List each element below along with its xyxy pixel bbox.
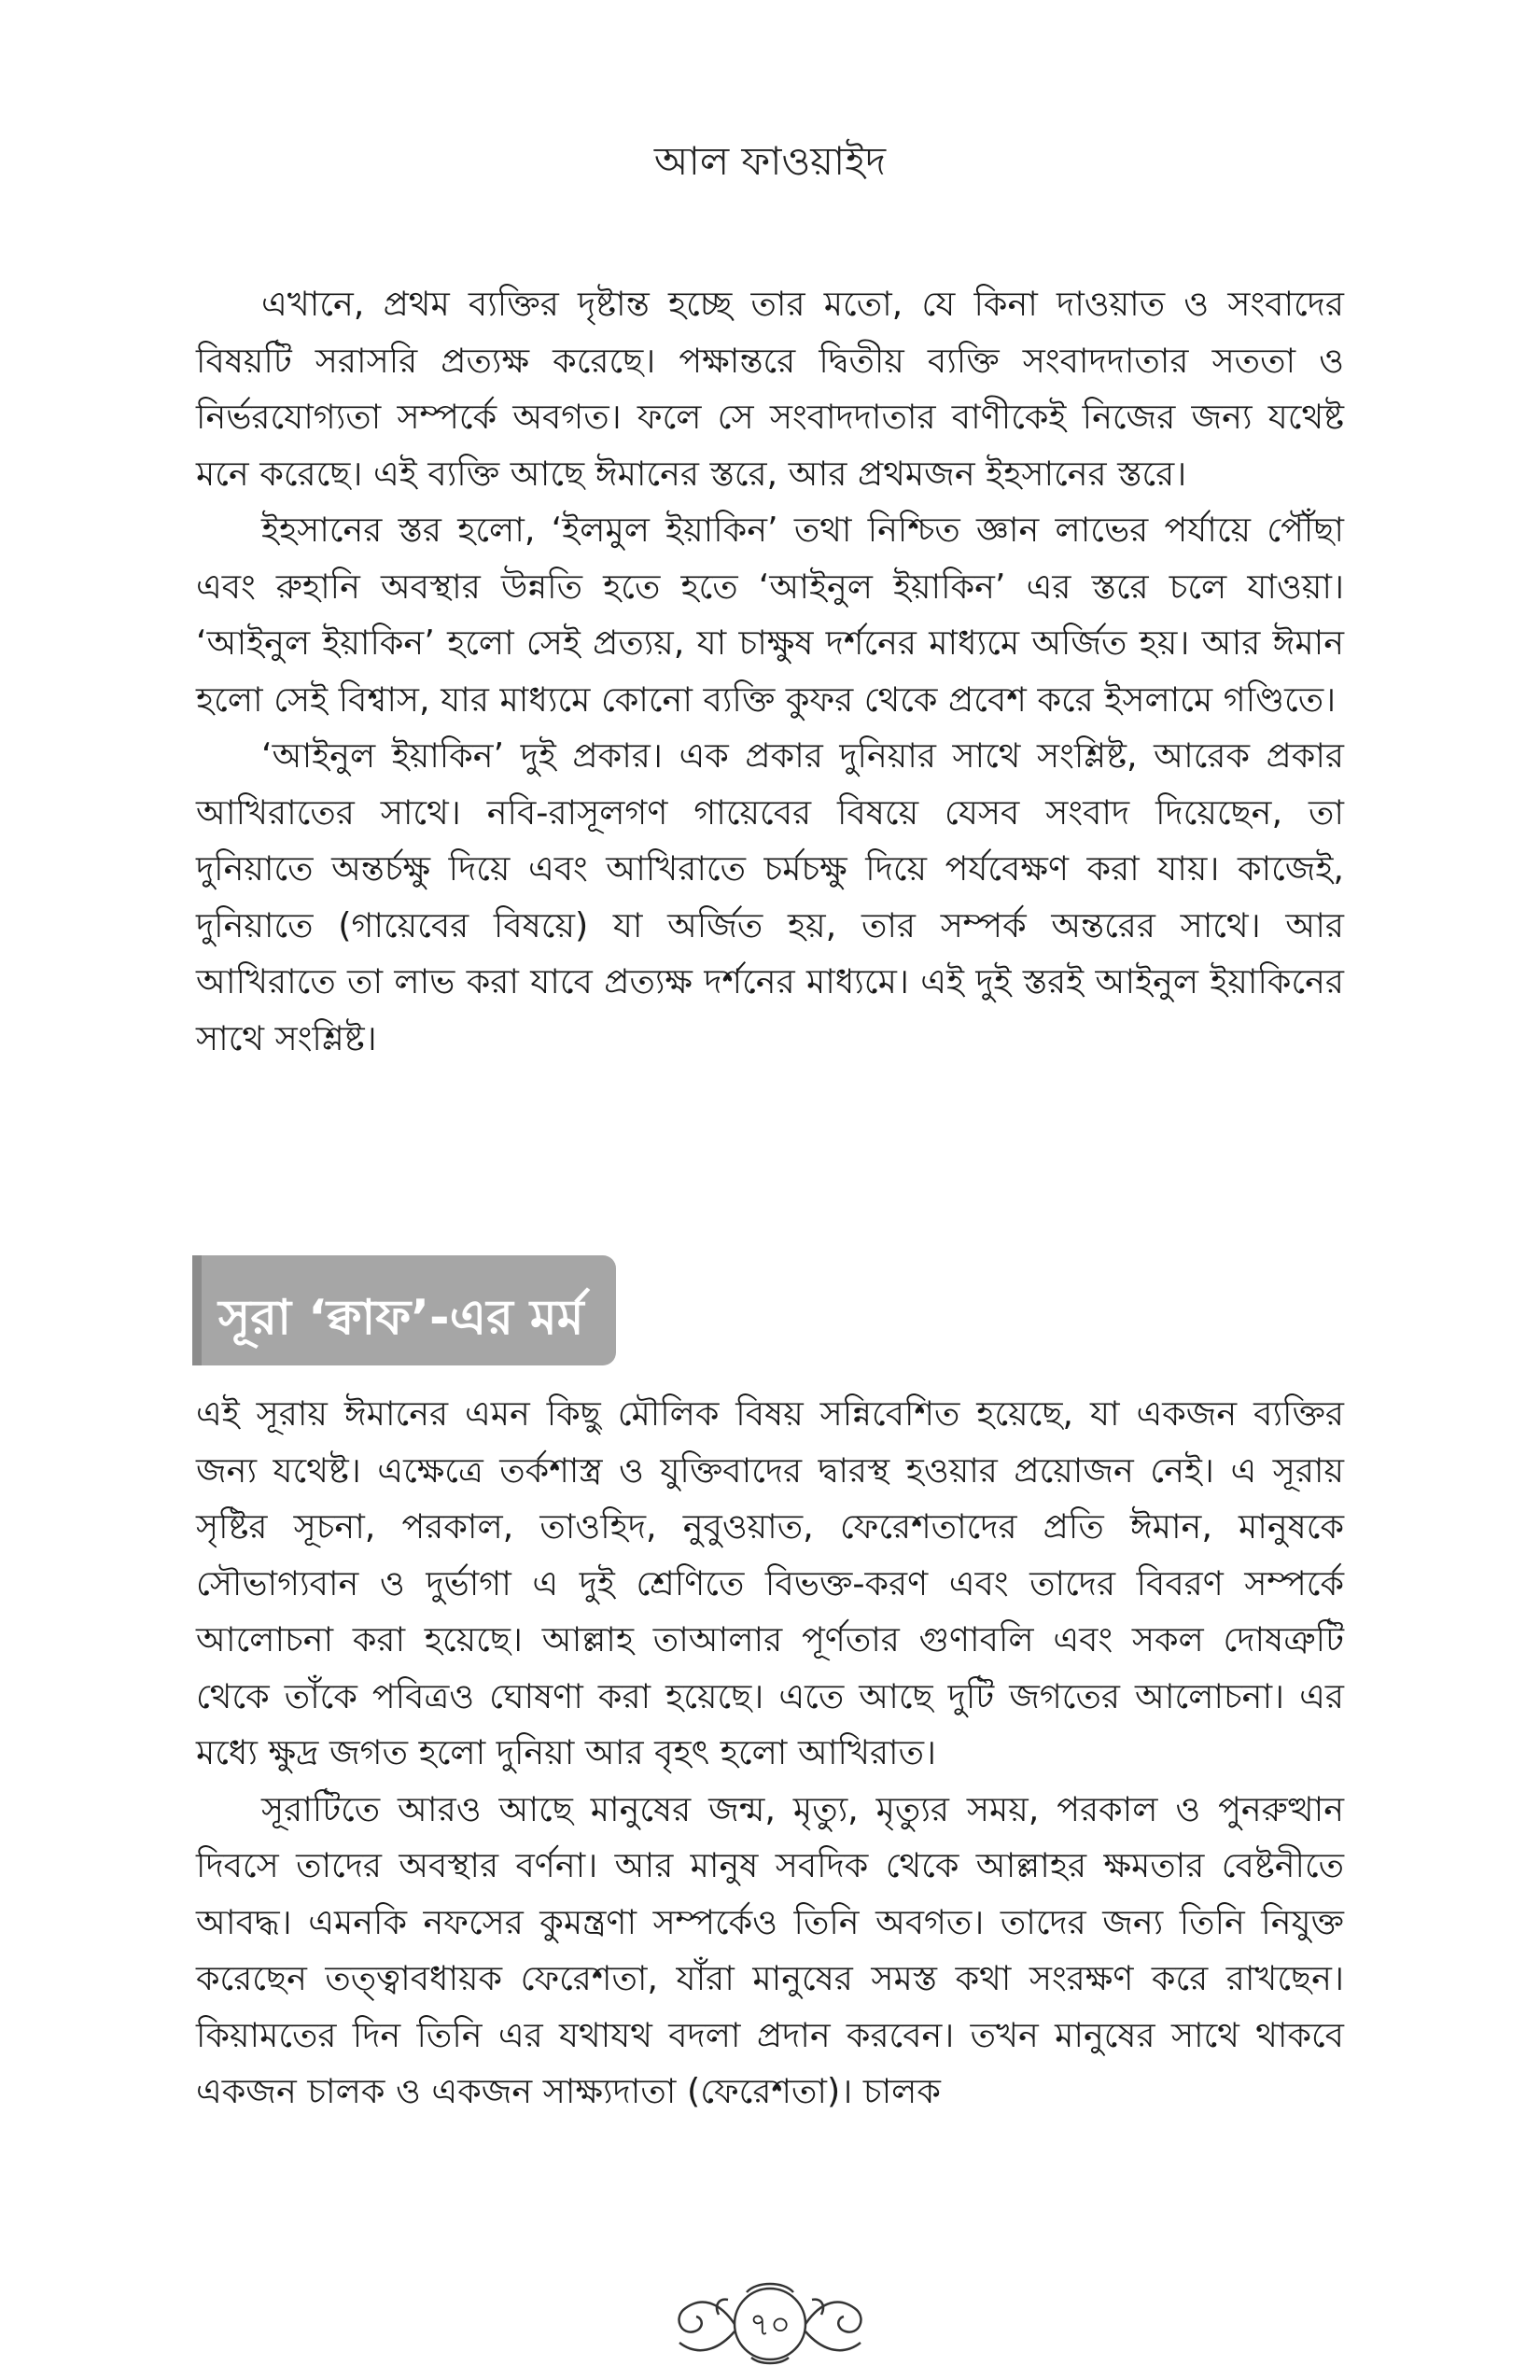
section-one-body bbox=[196, 276, 1344, 1067]
paragraph: ‘আইনুল ইয়াকিন’ দুই প্রকার। এক প্রকার দুনিয়ার সাথে সংশ্লিষ্ট, আরেক প্রকার আখিরাতের সাথে। নবি-রাসূলগণ গায়েবের বিষয়ে যেসব সংবাদ দিয়েছেন, তা দুনিয়াতে অন্তর্চক্ষু দিয়ে এবং আখিরাতে চর্মচক্ষু দিয়ে পর্যবেক্ষণ করা যায়। কাজেই, দুনিয়াতে (গায়েবের বিষয়ে) যা অর্জিত হয়, তার সম্পর্ক অন্তরের সাথে। আর আখিরাতে তা লাভ করা যাবে প্রত্যক্ষ দর্শনের মাধ্যমে। এই দুই স্তরই আইনুল ইয়াকিনের সাথে সংশ্লিষ্ট। bbox=[196, 735, 1344, 1058]
page-number: ৭০ bbox=[749, 2306, 791, 2344]
section-two-body bbox=[196, 1386, 1344, 2121]
banner-tab bbox=[192, 1255, 202, 1365]
section-heading-banner bbox=[192, 1255, 616, 1365]
paragraph: এই সূরায় ঈমানের এমন কিছু মৌলিক বিষয় সন্নিবেশিত হয়েছে, যা একজন ব্যক্তির জন্য যথেষ্ট। এক্ষেত্রে তর্কশাস্ত্র ও যুক্তিবাদের দ্বারস্থ হওয়ার প্রয়োজন নেই। এ সূরায় সৃষ্টির সূচনা, পরকাল, তাওহিদ, নুবুওয়াত, ফেরেশতাদের প্রতি ঈমান, মানুষকে সৌভাগ্যবান ও দুর্ভাগা এ দুই শ্রেণিতে বিভক্ত-করণ এবং তাদের বিবরণ সম্পর্কে আলোচনা করা হয়েছে। আল্লাহ তাআলার পূর্ণতার গুণাবলি এবং সকল দোষত্রুটি থেকে তাঁকে পবিত্রও ঘোষণা করা হয়েছে। এতে আছে দুটি জগতের আলোচনা। এর মধ্যে ক্ষুদ্র জগত হলো দুনিয়া আর বৃহৎ হলো আখিরাত। bbox=[196, 1393, 1344, 1772]
running-header: আল ফাওয়াইদ bbox=[653, 138, 887, 184]
section-heading: সূরা ‘ক্বাফ’-এর মর্ম bbox=[218, 1290, 584, 1346]
paragraph: ইহসানের স্তর হলো, ‘ইলমুল ইয়াকিন’ তথা নিশ্চিত জ্ঞান লাভের পর্যায়ে পৌঁছা এবং রুহানি অবস্থার উন্নতি হতে হতে ‘আইনুল ইয়াকিন’ এর স্তরে চলে যাওয়া। ‘আইনুল ইয়াকিন’ হলো সেই প্রত্যয়, যা চাক্ষুষ দর্শনের মাধ্যমে অর্জিত হয়। আর ঈমান হলো সেই বিশ্বাস, যার মাধ্যমে কোনো ব্যক্তি কুফর থেকে প্রবেশ করে ইসলামে গণ্ডিতে। bbox=[196, 510, 1344, 720]
paragraph: এখানে, প্রথম ব্যক্তির দৃষ্টান্ত হচ্ছে তার মতো, যে কিনা দাওয়াত ও সংবাদের বিষয়টি সরাসরি প্রত্যক্ষ করেছে। পক্ষান্তরে দ্বিতীয় ব্যক্তি সংবাদদাতার সততা ও নির্ভরযোগ্যতা সম্পর্কে অবগত। ফলে সে সংবাদদাতার বাণীকেই নিজের জন্য যথেষ্ট মনে করেছে। এই ব্যক্তি আছে ঈমানের স্তরে, আর প্রথমজন ইহসানের স্তরে। bbox=[196, 284, 1344, 494]
paragraph: সূরাটিতে আরও আছে মানুষের জন্ম, মৃত্যু, মৃত্যুর সময়, পরকাল ও পুনরুত্থান দিবসে তাদের অবস্থার বর্ণনা। আর মানুষ সবদিক থেকে আল্লাহর ক্ষমতার বেষ্টনীতে আবদ্ধ। এমনকি নফসের কুমন্ত্রণা সম্পর্কেও তিনি অবগত। তাদের জন্য তিনি নিযুক্ত করেছেন তত্ত্বাবধায়ক ফেরেশতা, যাঁরা মানুষের সমস্ত কথা সংরক্ষণ করে রাখছেন। কিয়ামতের দিন তিনি এর যথাযথ বদলা প্রদান করবেন। তখন মানুষের সাথে থাকবে একজন চালক ও একজন সাক্ষ্যদাতা (ফেরেশতা)। চালক bbox=[196, 1788, 1344, 2111]
